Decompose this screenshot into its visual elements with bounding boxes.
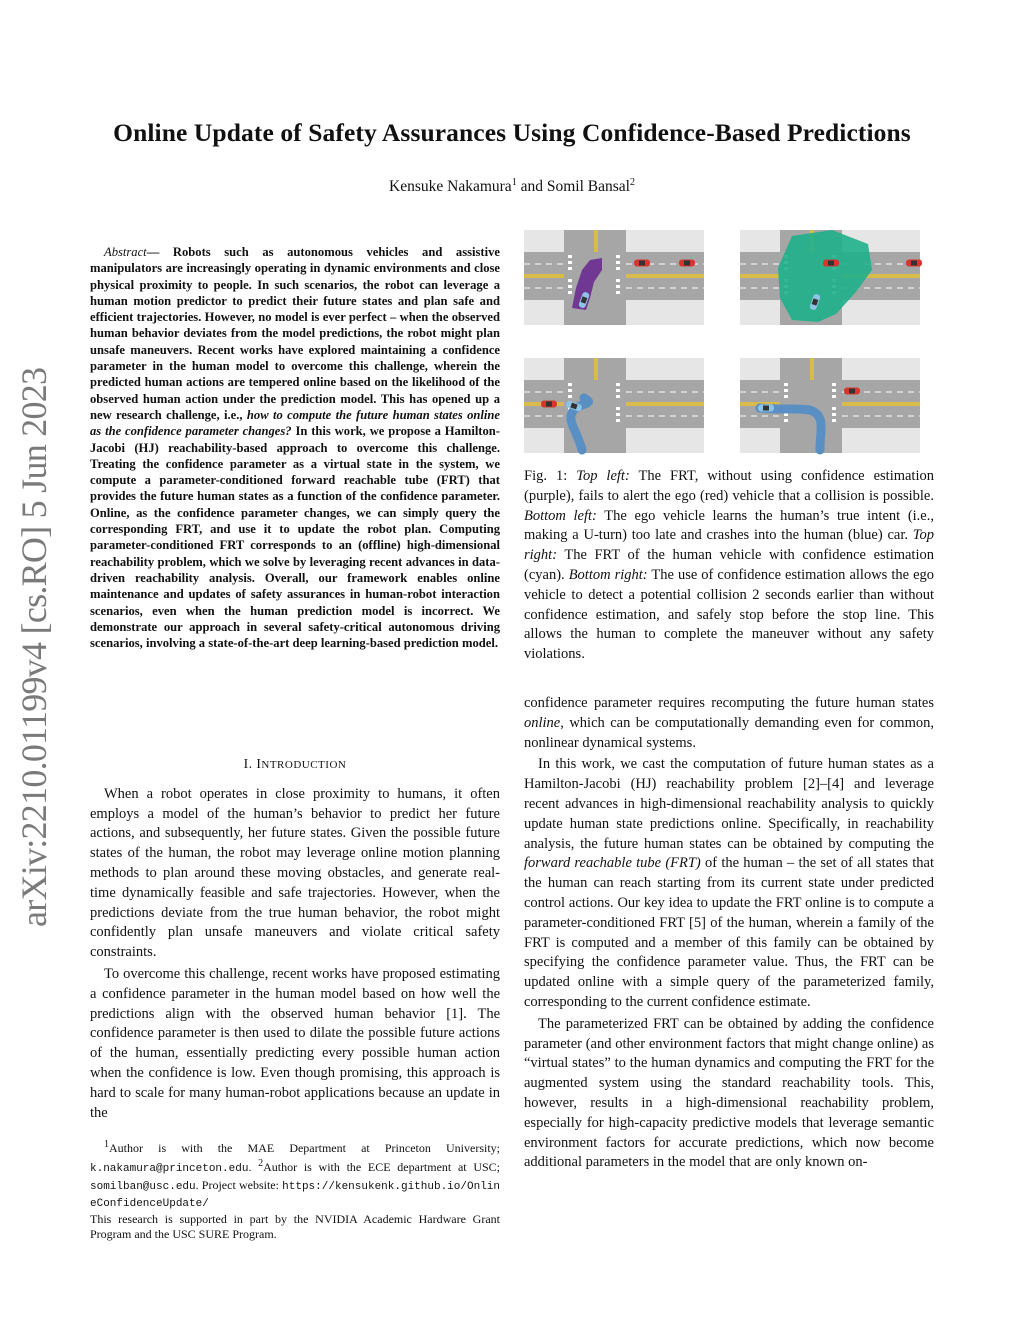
- right-p2-text-b: of the human – the set of all states that the human can reach starting from its current state under predicted control actions. Our key idea to update the FRT online is to compute a parameter-conditioned FRT [5] of the human, wherein a family of the FRT is computed and a member of this family can be obtained by specifying the confidence parameter value. Thus, the FRT can be updated online with a simple query of the parameterized family, corresponding to the current confidence estimate.: [524, 855, 935, 1010]
- paper-title: Online Update of Safety Assurances Using Confidence-Based Predictions: [113, 118, 911, 147]
- section-heading: [90, 754, 500, 776]
- right-paragraph-3: The parameterized FRT can be obtained by adding the confidence parameter (and other environment factors that might change online) as “virtual states” to the human dynamics and computing the FRT for the augmented system using the standard reachability tools. This, however, results in a high-dimensional reachability problem, especially for high-capacity predictive models that leverage semantic environment factors for accurate predictions, which now become additional parameters in the model that are only known on-: [524, 1015, 934, 1171]
- section-first-letter: I: [256, 756, 262, 771]
- author-2-affiliation: 2: [629, 177, 635, 188]
- author-2: Somil Bansal: [546, 178, 630, 196]
- intro-paragraph-1: When a robot operates in close proximity to humans, it often employs a model of the human’s behavior to predict her future actions, and subsequently, her future states. Given the possible future states of the human, the robot may leverage online motion planning methods to plan around these moving obstacles, and generate real-time dynamically feasible and safe trajectories. However, when the predictions deviate from the true human behavior, the robot might confidently plan unsafe maneuvers and violate critical safety constraints.: [90, 785, 500, 961]
- abstract-dash: —: [146, 245, 173, 259]
- author-separator: and: [516, 178, 547, 196]
- author-1: Kensuke Nakamura: [389, 178, 512, 196]
- panel-bottom-left: [524, 358, 704, 453]
- right-p2-text-a: In this work, we cast the computation of future human states as a Hamilton-Jacobi (HJ) reachability problem [2]–[4] and leverage recent advances in high-dimensional reachability analysis to quickly update human state predictions online. Specifically, in reachability analysis, the future human states can be obtained by computing the: [524, 756, 934, 852]
- abstract-question: how to compute the future human states online as the confidence parameter changes?: [90, 407, 501, 439]
- section-title-rest: NTRODUCTION: [261, 759, 347, 771]
- footnote-dot: .: [248, 1160, 259, 1175]
- funding-note: This research is supported in part by the NVIDIA Academic Hardware Grant Program and the USC SURE Program.: [90, 1212, 500, 1242]
- caption-text-2: The ego vehicle learns the human’s true intent (i.e., making a U-turn) too late and crashes into the human (blue) car.: [524, 507, 934, 544]
- caption-bottom-right-label: Bottom right:: [568, 566, 648, 583]
- panel-bottom-right: [740, 358, 920, 453]
- email-2-link[interactable]: somilban@usc.edu: [90, 1180, 196, 1193]
- right-column-body: [524, 694, 934, 1173]
- caption-top-left-label: Top left:: [576, 468, 630, 484]
- caption-top-right-label: Top right:: [524, 527, 934, 564]
- left-column-body: [90, 754, 500, 1123]
- caption-text-4: The use of confidence estimation allows the ego vehicle to detect a potential collision 2 seconds earlier than without confidence estimation, and safely stop before the stop line. This allows the human to complete the maneuver without any safety violations.: [524, 566, 935, 663]
- right-paragraph-2: [524, 755, 934, 1012]
- panel-top-left: [524, 230, 704, 325]
- caption-fig-label: Fig. 1:: [524, 468, 577, 484]
- caption-text-3: The FRT of the human vehicle with confidence estimation (cyan).: [524, 547, 934, 583]
- abstract-text-2: In this work, we propose a Hamilton-Jacobi (HJ) reachability-based approach to overcome this challenge. Treating the confidence parameter as a virtual state in the system, we compute a parameter-conditioned forward reachable tube (FRT) that provides the future human states as a function of the confidence parameter. Online, as the confidence parameter changes, we can simply query the corresponding FRT, and use it to update the robot plan. Computing parameter-conditioned FRT corresponds to an (offline) high-dimensional reachability problem, which we solve by leveraging recent advances in data-driven reachability analysis. Overall, our framework enables online maintenance and updates of safety assurances in human-robot interaction scenarios, even when the human prediction model is incorrect. We demonstrate our approach in several safety-critical autonomous driving scenarios, involving a state-of-the-art deep learning-based prediction model.: [90, 424, 501, 651]
- caption-bottom-left-label: Bottom left:: [524, 507, 597, 524]
- email-1-link[interactable]: k.nakamura@princeton.edu: [90, 1163, 249, 1176]
- caption-text-1: The FRT, without using confidence estimation (purple), fails to alert the ego (red) vehicle that a collision is possible.: [524, 468, 934, 504]
- right-p1-text-b: , which can be computationally demanding even for common, nonlinear dynamical systems.: [524, 714, 934, 751]
- figure-1: [524, 230, 934, 460]
- footnote-affil-2: Author is with the ECE department at USC;: [263, 1160, 500, 1175]
- right-p2-italic: forward reachable tube (FRT): [524, 855, 701, 872]
- panel-top-right: [740, 230, 922, 325]
- project-website-link[interactable]: https://kensukenk.github.io/OnlineConfidenceUpdate/: [90, 1180, 500, 1210]
- footnote-sup-2: 2: [258, 1158, 264, 1170]
- footnote-project-label: . Project website:: [195, 1177, 283, 1192]
- footnote-sup-1: 1: [104, 1139, 109, 1150]
- right-p1-text-a: confidence parameter requires recomputing the future human states: [524, 695, 934, 711]
- arxiv-identifier: [4, 365, 64, 930]
- right-p1-italic: online: [524, 714, 561, 731]
- arxiv-id-text: arXiv:2210.01199v4 [cs.RO] 5 Jun 2023: [14, 367, 54, 927]
- author-list: [60, 177, 964, 196]
- footnote-affil-1: Author is with the MAE Department at Princeton University;: [109, 1141, 500, 1155]
- abstract-text-1: Robots such as autonomous vehicles and assistive manipulators are increasingly operating in dynamic environments and close physical proximity to people. In such scenarios, the robot can leverage a human motion predictor to predict their future states and plan safe and efficient trajectories. However, no model is ever perfect – when the observed human behavior deviates from the model predictions, the robot might plan unsafe maneuvers. Recent works have explored maintaining a confidence parameter in the human model to overcome this challenge, wherein the predicted human actions are tempered online based on the likelihood of the observed human action under the prediction model. This has opened up a new research challenge, i.e.,: [90, 245, 500, 422]
- abstract: [90, 244, 500, 651]
- right-paragraph-1: [524, 694, 934, 753]
- figure-1-caption: [524, 467, 934, 665]
- footnote: [90, 1136, 500, 1243]
- author-1-affiliation: 1: [511, 177, 517, 188]
- section-numeral: I.: [243, 756, 257, 771]
- abstract-label: Abstract: [104, 245, 147, 259]
- intro-paragraph-2: To overcome this challenge, recent works have proposed estimating a confidence parameter in the human model based on how well the predictions align with the observed human behavior [1]. The confidence parameter is then used to dilate the possible future actions of the human, essentially predicting every possible human action when the confidence is low. Even though promising, this approach is hard to scale for many human-robot applications because an update in the: [90, 965, 500, 1121]
